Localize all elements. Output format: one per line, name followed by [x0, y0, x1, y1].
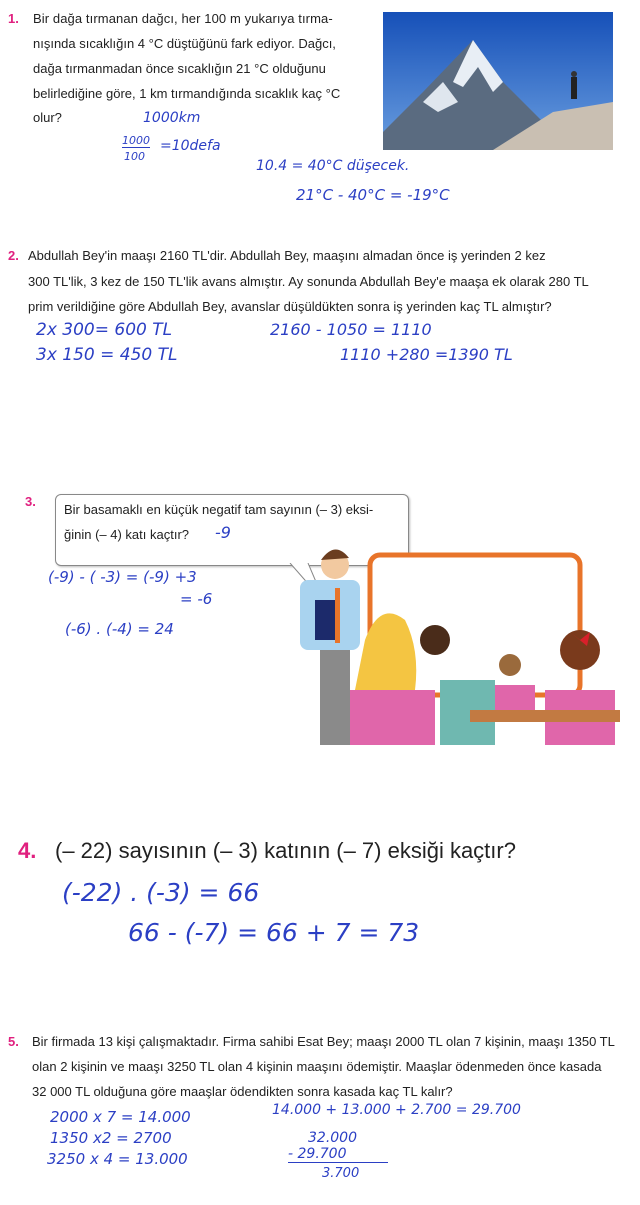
q5-handwriting: 3.700	[322, 1166, 360, 1181]
q2-handwriting: 1110 +280 =1390 TL	[340, 345, 513, 364]
q5-text-line: 32 000 TL olduğuna göre maaşlar ödendikten sonra kasada kaç TL kalır?	[32, 1084, 453, 1099]
q1-handwriting: 100	[124, 150, 145, 163]
q5-handwriting: 1350 x2 = 2700	[50, 1129, 172, 1147]
q1-handwriting: 1000km	[143, 110, 201, 126]
q3-handwriting: = -6	[180, 590, 213, 608]
q5-text-line: Bir firmada 13 kişi çalışmaktadır. Firma sahibi Esat Bey; maaşı 2000 TL olan 7 kişinin, maaşı 1350 TL	[32, 1034, 615, 1049]
q3-text-line: ğinin (– 4) katı kaçtır?	[64, 527, 189, 542]
q2-handwriting: 2x 300= 600 TL	[36, 320, 173, 340]
q2-number: 2.	[8, 248, 19, 263]
q1-text-line: nışında sıcaklığın 4 °C düştüğünü fark ediyor. Dağcı,	[33, 36, 336, 51]
q1-handwriting: 1000	[122, 134, 150, 147]
q1-text-line: olur?	[33, 110, 62, 125]
mountain-climber-photo	[383, 12, 613, 150]
q3-handwriting: -9	[215, 523, 231, 542]
q5-number: 5.	[8, 1034, 19, 1049]
q1-text-line: dağa tırmanmadan önce sıcaklığın 21 °C olduğunu	[33, 61, 326, 76]
q1-handwriting: 10.4 = 40°C düşecek.	[256, 158, 410, 174]
q1-text-line: Bir dağa tırmanan dağcı, her 100 m yukarıya tırma-	[33, 11, 333, 26]
q1-handwriting: =10defa	[160, 138, 221, 154]
q2-text-line: 300 TL'lik, 3 kez de 150 TL'lik avans almıştır. Ay sonunda Abdullah Bey'e maaşa ek olarak 280 TL	[28, 274, 589, 289]
q1-handwriting: 21°C - 40°C = -19°C	[296, 186, 450, 204]
q2-text-line: Abdullah Bey'in maaşı 2160 TL'dir. Abdullah Bey, maaşını almadan önce iş yerinden 2 kez	[28, 248, 546, 263]
q5-handwriting: 2000 x 7 = 14.000	[50, 1108, 191, 1126]
q4-handwriting: (-22) . (-3) = 66	[62, 878, 260, 907]
q2-handwriting: 3x 150 = 450 TL	[36, 345, 178, 365]
q3-text-line: Bir basamaklı en küçük negatif tam sayının (– 3) eksi-	[64, 502, 374, 517]
q5-text-line: olan 2 kişinin ve maaşı 3250 TL olan 4 kişinin maaşını ödemiştir. Maaşlar ödenmeden önce kasada	[32, 1059, 602, 1074]
classroom-illustration	[295, 540, 620, 745]
q4-text: (– 22) sayısının (– 3) katının (– 7) eksiği kaçtır?	[55, 838, 516, 863]
q4-number: 4.	[18, 838, 37, 863]
q3-handwriting: (-9) - ( -3) = (-9) +3	[48, 568, 197, 586]
q2-text-line: prim verildiğine göre Abdullah Bey, avanslar düşüldükten sonra iş yerinden kaç TL almıştır?	[28, 299, 552, 314]
q4-handwriting: 66 - (-7) = 66 + 7 = 73	[128, 918, 420, 947]
q1-number: 1.	[8, 11, 19, 26]
q1-text-line: belirlediğine göre, 1 km tırmandığında sıcaklık kaç °C	[33, 86, 341, 101]
q3-handwriting: (-6) . (-4) = 24	[65, 620, 174, 638]
q5-handwriting: - 29.700	[288, 1146, 388, 1163]
q5-handwriting: 3250 x 4 = 13.000	[47, 1150, 188, 1168]
q5-handwriting: 32.000	[308, 1130, 357, 1146]
q3-number: 3.	[25, 494, 36, 509]
q2-handwriting: 2160 - 1050 = 1110	[270, 320, 432, 339]
q5-handwriting: 14.000 + 13.000 + 2.700 = 29.700	[272, 1102, 521, 1118]
